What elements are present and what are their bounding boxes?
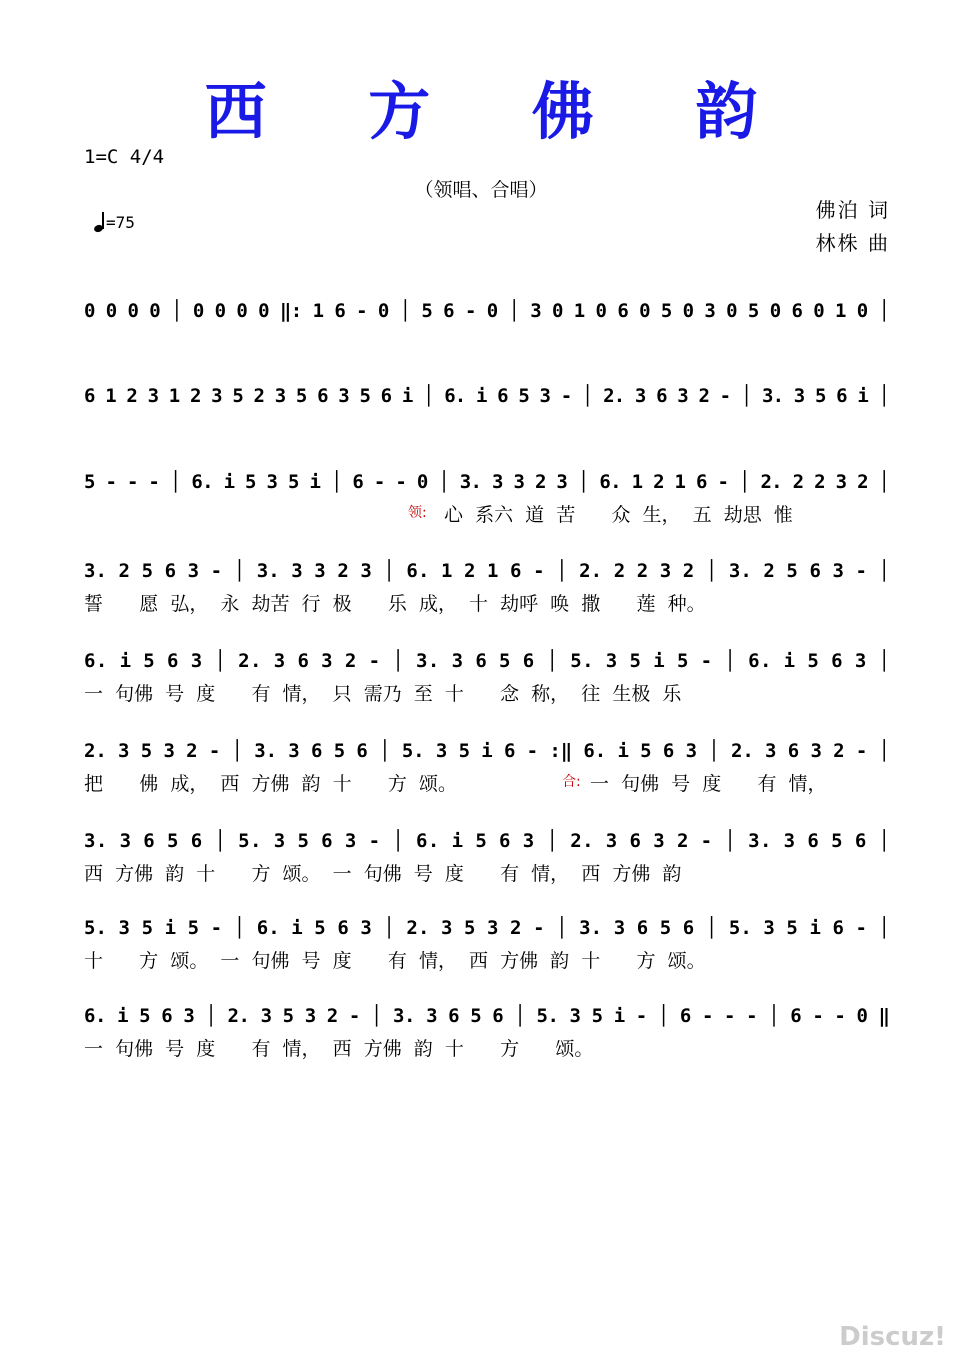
notation-text: 5 - - - │ 6. i 5 3 5 i │ 6 - - 0 │ 3. 3 3 2 3 │ 6. 1 2 1 6 - │ 2. 2 2 3 2 │ (84, 471, 891, 493)
score-line (84, 643, 896, 719)
lyric-row (84, 414, 896, 454)
lyric-row (84, 679, 896, 719)
lyric-row (84, 589, 896, 629)
lyric-text: 心 系六 道 苦 众 生， 五 劫思 惟 (444, 504, 793, 526)
quarter-note-icon (94, 212, 104, 232)
performance-note: （领唱、合唱） (414, 179, 548, 201)
score-line (84, 464, 896, 540)
key-signature: 1=C 4/4 (84, 146, 165, 168)
lyric-text: 誓 愿 弘， 永 劫苦 行 极 乐 成， 十 劫呼 唤 撒 莲 种。 (84, 593, 706, 615)
lyric-text: 把 佛 成， 西 方佛 韵 十 方 颂。 (84, 773, 457, 795)
lyric-row (84, 329, 896, 369)
chorus-marker: 合: (562, 774, 581, 790)
notation-text: 3. 2 5 6 3 - │ 3. 3 3 2 3 │ 6. 1 2 1 6 - │ 2. 2 2 3 2 │ 3. 2 5 6 3 - │ (84, 560, 890, 582)
lyric-row (84, 946, 896, 986)
lyricist: 佛泊 词 (815, 198, 890, 222)
notation-row (84, 293, 896, 325)
notation-row (84, 643, 896, 675)
lyric-row (84, 1034, 896, 1074)
notation-text: 6. i 5 6 3 │ 2. 3 6 3 2 - │ 3. 3 6 5 6 │ 5. 3 5 i 5 - │ 6. i 5 6 3 │ (84, 650, 890, 672)
score-line (84, 998, 896, 1074)
notation-text: 6 1 2 3 1 2 3 5 2 3 5 6 3 5 6 i │ 6. i 6 5 3 - │ 2. 3 6 3 2 - │ 3. 3 5 6 i │ (84, 385, 891, 407)
notation-text: 2. 3 5 3 2 - │ 3. 3 6 5 6 │ 5. 3 5 i 6 - :‖ 6. i 5 6 3 │ 2. 3 6 3 2 - │ (84, 740, 890, 762)
score-line (84, 378, 896, 454)
notation-row (84, 378, 896, 410)
score-line (84, 823, 896, 899)
notation-text: 3. 3 6 5 6 │ 5. 3 5 6 3 - │ 6. i 5 6 3 │ 2. 3 6 3 2 - │ 3. 3 6 5 6 │ (84, 830, 890, 852)
credits (816, 194, 890, 260)
score-line (84, 733, 896, 809)
notation-row (84, 998, 896, 1030)
notation-row (84, 553, 896, 585)
notation-row (84, 910, 896, 942)
score-line (84, 293, 896, 369)
lyric-text: 十 方 颂。 一 句佛 号 度 有 情， 西 方佛 韵 十 方 颂。 (84, 950, 706, 972)
lyric-row (84, 859, 896, 899)
lead-singer-marker: 领: (408, 505, 427, 521)
lyric-text: 一 句佛 号 度 有 情， (590, 773, 827, 795)
tempo-marking (94, 212, 135, 232)
score-line (84, 910, 896, 986)
lyric-row (84, 500, 896, 540)
notation-row (84, 823, 896, 855)
tempo-value: =75 (106, 213, 135, 232)
score-line (84, 553, 896, 629)
lyric-row (84, 769, 896, 809)
song-title: 西 方 佛 韵 (204, 75, 798, 148)
notation-text: 0 0 0 0 │ 0 0 0 0 ‖: 1 6 - 0 │ 5 6 - 0 │ 3 0 1 0 6 0 5 0 3 0 5 0 6 0 1 0 │ (84, 300, 890, 322)
notation-text: 5. 3 5 i 5 - │ 6. i 5 6 3 │ 2. 3 5 3 2 - │ 3. 3 6 5 6 │ 5. 3 5 i 6 - │ (84, 917, 890, 939)
notation-row (84, 464, 896, 496)
lyric-text: 一 句佛 号 度 有 情， 西 方佛 韵 十 方 颂。 (84, 1038, 594, 1060)
notation-row (84, 733, 896, 765)
composer: 林株 曲 (815, 231, 890, 255)
lyric-text: 西 方佛 韵 十 方 颂。 一 句佛 号 度 有 情， 西 方佛 韵 (84, 863, 682, 885)
notation-text: 6. i 5 6 3 │ 2. 3 5 3 2 - │ 3. 3 6 5 6 │ 5. 3 5 i - │ 6 - - - │ 6 - - 0 ‖ (84, 1005, 890, 1027)
lyric-text: 一 句佛 号 度 有 情， 只 需乃 至 十 念 称， 往 生极 乐 (84, 683, 682, 705)
watermark: Discuz! (839, 1322, 946, 1352)
